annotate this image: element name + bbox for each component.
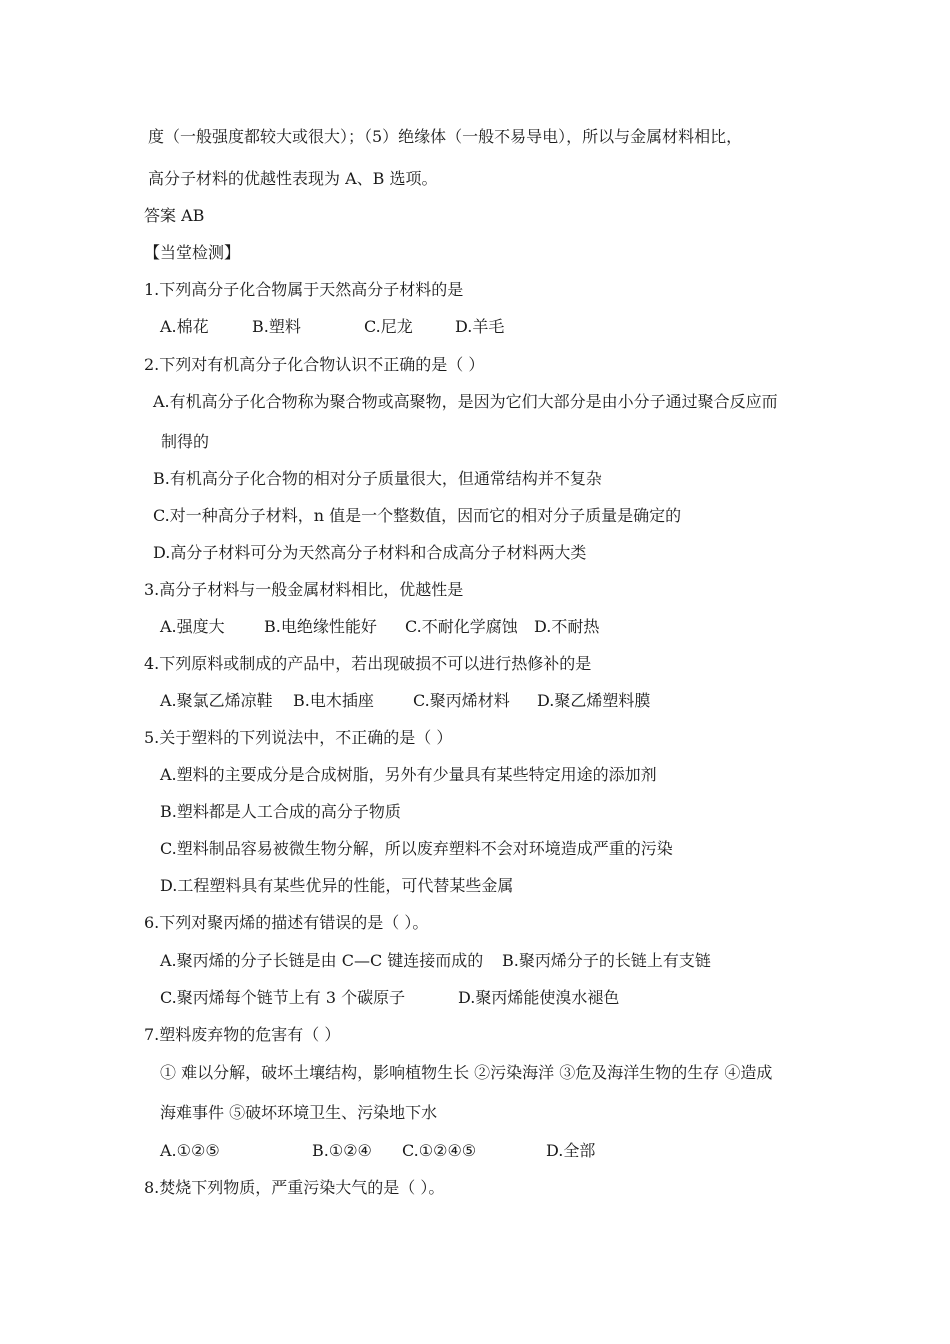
question-7-option-d: D.全部 [546,1141,596,1160]
question-5-stem: 5.关于塑料的下列说法中，不正确的是（ ） [144,728,453,747]
question-4-option-d: D.聚乙烯塑料膜 [537,691,651,710]
question-5-option-a: A.塑料的主要成分是合成树脂，另外有少量具有某些特定用途的添加剂 [160,765,657,784]
question-4-option-a: A.聚氯乙烯凉鞋 [160,691,273,710]
question-2-stem: 2.下列对有机高分子化合物认识不正确的是（ ） [144,355,485,374]
question-2-option-b: B.有机高分子化合物的相对分子质量很大，但通常结构并不复杂 [153,469,602,488]
answer-text: 答案 AB [144,206,205,225]
question-1-stem: 1.下列高分子化合物属于天然高分子材料的是 [144,280,464,299]
question-4-options [0,691,950,711]
question-7-options [0,1141,950,1161]
question-3-option-b: B.电绝缘性能好 [264,617,377,636]
question-4-option-b: B.电木插座 [293,691,374,710]
question-7-option-a: A.①②⑤ [160,1141,220,1160]
question-2-option-a-cont: 制得的 [161,432,210,451]
question-7-desc-line-1: ① 难以分解，破坏土壤结构，影响植物生长 ②污染海洋 ③危及海洋生物的生存 ④造成 [160,1063,773,1082]
question-1-option-b: B.塑料 [252,317,301,336]
question-6-option-a: A.聚丙烯的分子长链是由 C—C 键连接而成的 [160,951,484,970]
question-5-option-d: D.工程塑料具有某些优异的性能，可代替某些金属 [160,876,514,895]
question-6-option-c: C.聚丙烯每个链节上有 3 个碳原子 [160,988,406,1007]
question-6-options-row-1 [0,951,950,971]
question-4-option-c: C.聚丙烯材料 [413,691,510,710]
question-5-option-b: B.塑料都是人工合成的高分子物质 [160,802,401,821]
question-1-option-a: A.棉花 [160,317,209,336]
intro-line-1: 度（一般强度都较大或很大）；（5）绝缘体（一般不易导电），所以与金属材料相比， [148,127,743,146]
question-5-option-c: C.塑料制品容易被微生物分解，所以废弃塑料不会对环境造成严重的污染 [160,839,673,858]
question-7-option-c: C.①②④⑤ [402,1141,477,1160]
question-1-option-d: D.羊毛 [455,317,505,336]
question-1-options [0,317,950,337]
question-2-option-c: C.对一种高分子材料，n 值是一个整数值，因而它的相对分子质量是确定的 [153,506,682,525]
question-3-options [0,617,950,637]
question-2-option-d: D.高分子材料可分为天然高分子材料和合成高分子材料两大类 [153,543,587,562]
question-7-desc-line-2: 海难事件 ⑤破坏环境卫生、污染地下水 [160,1103,438,1122]
section-title: 【当堂检测】 [144,243,241,262]
intro-line-2: 高分子材料的优越性表现为 A、B 选项。 [148,169,438,188]
question-7-stem: 7.塑料废弃物的危害有（ ） [144,1025,341,1044]
question-6-option-b: B.聚丙烯分子的长链上有支链 [502,951,711,970]
question-3-option-c: C.不耐化学腐蚀 [405,617,518,636]
question-8-stem: 8.焚烧下列物质，严重污染大气的是（ ）。 [144,1178,445,1197]
question-3-option-a: A.强度大 [160,617,225,636]
question-6-options-row-2 [0,988,950,1008]
question-2-option-a: A.有机高分子化合物称为聚合物或高聚物，是因为它们大部分是由小分子通过聚合反应而 [153,392,778,411]
question-3-stem: 3.高分子材料与一般金属材料相比，优越性是 [144,580,464,599]
question-6-option-d: D.聚丙烯能使溴水褪色 [458,988,620,1007]
question-3-option-d: D.不耐热 [534,617,600,636]
question-6-stem: 6.下列对聚丙烯的描述有错误的是（ ）。 [144,913,429,932]
question-4-stem: 4.下列原料或制成的产品中，若出现破损不可以进行热修补的是 [144,654,592,673]
question-7-option-b: B.①②④ [312,1141,372,1160]
question-1-option-c: C.尼龙 [364,317,413,336]
